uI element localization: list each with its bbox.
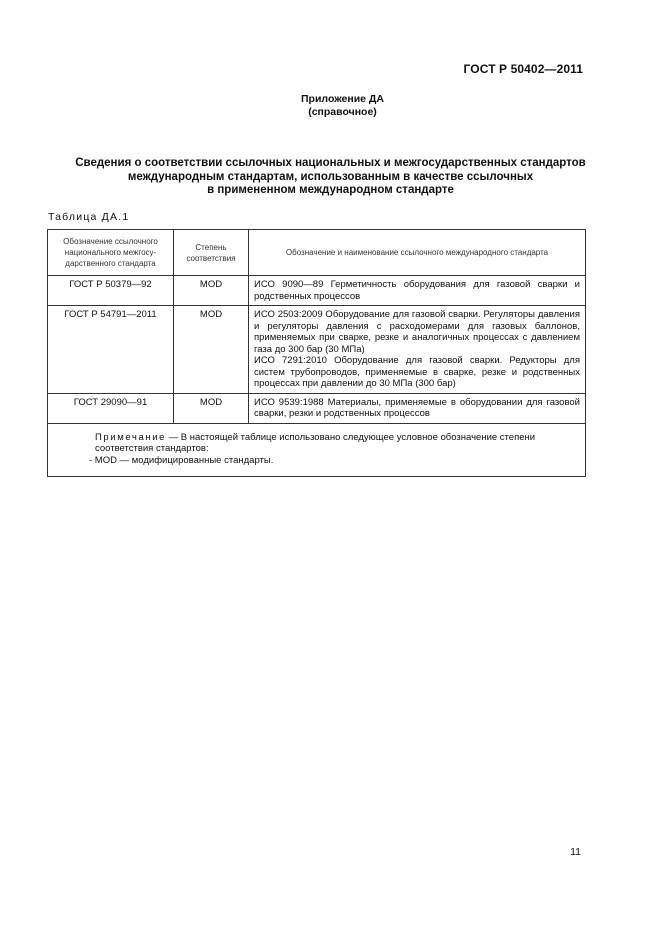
section-heading [40,157,621,198]
column-header-international-standard: Обозначение и наименование ссылочного международного стандарта [249,230,586,276]
table-row [48,393,586,423]
correspondence-table [47,229,586,477]
column-header-degree: Степень соответствия [174,230,249,276]
international-standard-text: ИСО 9539:1988 Материалы, применяемые в оборудовании для газовой сварки, резки и родственных процессов [254,396,580,419]
document-code: ГОСТ Р 50402—2011 [463,62,583,76]
national-standard-cell: ГОСТ Р 50379—92 [48,276,174,306]
heading-line-2: международным стандартам, использованным в качестве ссылочных [127,170,534,183]
note-label: Примечание [95,431,166,443]
heading-line-3: в примененном международном стандарте [207,184,454,196]
international-standard-cell [249,393,586,423]
international-standard-text: ИСО 2503:2009 Оборудование для газовой сварки. Регуляторы давления и регуляторы давления с расходомерами для газовых баллонов, применяемых при сварке, резке и аналогичных процессах с давлением газа до 300 бар (30 МПа) [254,309,580,355]
appendix-heading [0,93,661,119]
table-caption: Таблица ДА.1 [48,211,130,223]
international-standard-cell [249,276,586,306]
table-note-row [48,423,586,477]
note-text: — В настоящей таблице использовано следующее условное обозначение степени соответствия стандартов: [95,431,536,454]
note-item: - MOD — модифицированные стандарты. [89,454,274,466]
international-standard-text: ИСО 7291:2010 Оборудование для газовой сварки. Редукторы для систем трубопроводов, применяемые в сварке, резке и родственных процессах при давлении до 30 МПа (300 бар) [254,355,580,389]
appendix-subtitle: (справочное) [308,106,377,118]
degree-cell: MOD [174,276,249,306]
table-row [48,306,586,394]
table-note [48,423,586,477]
note-paragraph [53,432,580,455]
degree-cell: MOD [174,306,249,394]
page-number: 11 [570,846,581,858]
heading-line-1: Сведения о соответствии ссылочных национальных и межгосударственных стандартов [75,157,586,169]
appendix-title: Приложение ДА [301,93,384,105]
column-header-national-standard: Обозначение ссылочного национального межгосударственного стандарта [48,230,174,276]
national-standard-cell: ГОСТ 29090—91 [48,393,174,423]
international-standard-text: ИСО 9090—89 Герметичность оборудования для газовой сварки и родственных процессов [254,279,580,302]
table-header-row [48,230,586,276]
table-row [48,276,586,306]
national-standard-cell: ГОСТ Р 54791—2011 [48,306,174,394]
degree-cell: MOD [174,393,249,423]
international-standard-cell [249,306,586,394]
